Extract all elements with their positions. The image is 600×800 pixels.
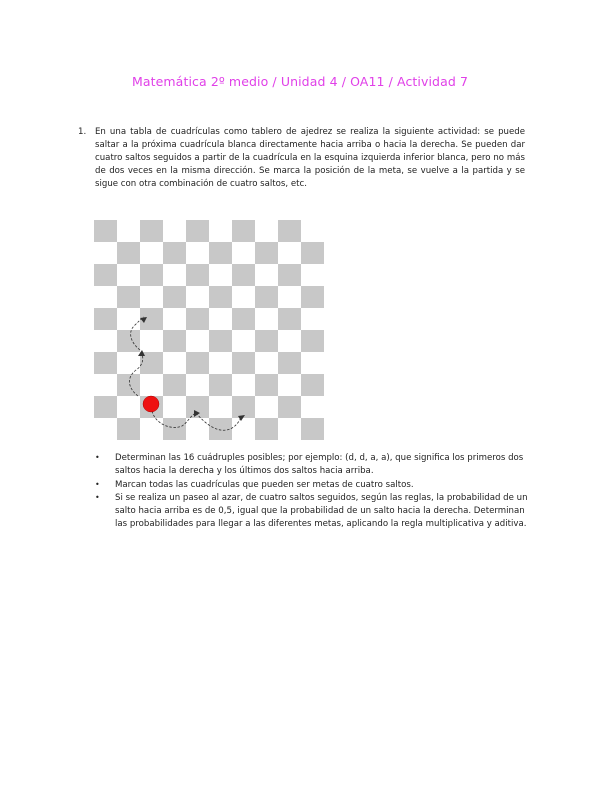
board-cell	[232, 330, 255, 352]
board-cell	[140, 418, 163, 440]
board-cell	[94, 264, 117, 286]
bullet-text: Si se realiza un paseo al azar, de cuatro saltos seguidos, según las reglas, la probabilidad de un salto hacia arriba es de 0,5, igual que la probabilidad de un salto hacia la derecha. Determinan las probabilidades para llegar a las diferentes metas, aplicando la regla multiplicativa y aditiva.	[115, 493, 528, 529]
board-cell	[186, 374, 209, 396]
board-cell	[255, 374, 278, 396]
board-cell	[140, 264, 163, 286]
board-cell	[117, 286, 140, 308]
item-number: 1.	[78, 127, 87, 137]
board-cell	[117, 264, 140, 286]
board-cell	[301, 286, 324, 308]
board-cell	[186, 418, 209, 440]
board-cell	[278, 220, 301, 242]
board-cell	[278, 374, 301, 396]
board-cell	[301, 242, 324, 264]
board-cells	[94, 220, 324, 440]
board-cell	[278, 308, 301, 330]
item-text: En una tabla de cuadrículas como tablero de ajedrez se realiza la siguiente actividad: se puede saltar a la próxima cuadrícula blanca directamente hacia arriba o hacia la derecha. Se pueden dar cuatro saltos seguidos a partir de la cuadrícula en la esquina izquierda inferior blanca, pero no más de dos veces en la misma dirección. Se marca la posición de la meta, se vuelve a la partida y se sigue con otra combinación de cuatro saltos, etc.	[95, 127, 525, 189]
page-title: Matemática 2º medio / Unidad 4 / OA11 / Actividad 7	[131, 74, 469, 89]
board-cell	[117, 374, 140, 396]
board-cell	[255, 352, 278, 374]
board-cell	[209, 242, 232, 264]
list-item	[93, 492, 533, 530]
board-cell	[301, 264, 324, 286]
bullet-list	[93, 452, 533, 532]
checkerboard	[94, 220, 324, 440]
board-cell	[140, 286, 163, 308]
board-cell	[163, 418, 186, 440]
board-cell	[186, 264, 209, 286]
board-cell	[94, 330, 117, 352]
board-cell	[232, 352, 255, 374]
board-cell	[232, 242, 255, 264]
board-cell	[255, 242, 278, 264]
bullet-icon: •	[95, 493, 100, 503]
board-cell	[255, 330, 278, 352]
board-cell	[209, 264, 232, 286]
board-cell	[232, 374, 255, 396]
bullet-text: Determinan las 16 cuádruples posibles; por ejemplo: (d, d, a, a), que significa los primeros dos saltos hacia la derecha y los últimos dos saltos hacia arriba.	[115, 453, 524, 476]
board-cell	[117, 352, 140, 374]
board-cell	[255, 418, 278, 440]
list-item	[93, 479, 533, 492]
board-cell	[232, 286, 255, 308]
board-cell	[209, 418, 232, 440]
board-cell	[163, 396, 186, 418]
board-cell	[278, 286, 301, 308]
board-cell	[278, 264, 301, 286]
board-cell	[209, 396, 232, 418]
board-cell	[163, 308, 186, 330]
board-cell	[278, 418, 301, 440]
board-cell	[94, 374, 117, 396]
board-cell	[232, 396, 255, 418]
board-cell	[232, 220, 255, 242]
bullet-icon: •	[95, 453, 100, 462]
board-cell	[140, 220, 163, 242]
board-cell	[186, 286, 209, 308]
board-cell	[209, 330, 232, 352]
board-cell	[186, 330, 209, 352]
board-cell	[209, 374, 232, 396]
board-cell	[140, 330, 163, 352]
board-cell	[163, 242, 186, 264]
board-cell	[278, 330, 301, 352]
board-cell	[255, 220, 278, 242]
board-cell	[94, 396, 117, 418]
board-cell	[232, 264, 255, 286]
board-cell	[209, 352, 232, 374]
board-cell	[186, 352, 209, 374]
board-cell	[94, 286, 117, 308]
board-cell	[186, 220, 209, 242]
board-cell	[301, 330, 324, 352]
board-cell	[301, 396, 324, 418]
board-cell	[301, 220, 324, 242]
board-cell	[94, 242, 117, 264]
board-cell	[209, 220, 232, 242]
board-cell	[163, 352, 186, 374]
board-cell	[232, 418, 255, 440]
board-cell	[117, 220, 140, 242]
board-cell	[255, 396, 278, 418]
board-cell	[255, 308, 278, 330]
bullet-icon: •	[95, 479, 100, 489]
board-cell	[278, 242, 301, 264]
start-marker	[143, 396, 159, 412]
board-cell	[209, 308, 232, 330]
board-cell	[163, 374, 186, 396]
board-cell	[163, 220, 186, 242]
board-cell	[209, 286, 232, 308]
board-cell	[255, 264, 278, 286]
board-cell	[163, 286, 186, 308]
board-cell	[278, 352, 301, 374]
board-cell	[301, 308, 324, 330]
board-cell	[301, 374, 324, 396]
bullet-text: Marcan todas las cuadrículas que pueden ser metas de cuatro saltos.	[115, 479, 414, 490]
board-cell	[140, 242, 163, 264]
board-cell	[117, 418, 140, 440]
board-cell	[186, 242, 209, 264]
board-cell	[278, 396, 301, 418]
board-cell	[117, 242, 140, 264]
board-cell	[117, 396, 140, 418]
board-cell	[94, 308, 117, 330]
board-cell	[117, 330, 140, 352]
board-cell	[232, 308, 255, 330]
board-cell	[140, 374, 163, 396]
board-cell	[94, 352, 117, 374]
board-cell	[163, 330, 186, 352]
board-cell	[301, 352, 324, 374]
board-cell	[94, 418, 117, 440]
board-cell	[186, 308, 209, 330]
board-cell	[163, 264, 186, 286]
board-cell	[117, 308, 140, 330]
list-item	[93, 452, 533, 478]
board-cell	[301, 418, 324, 440]
board-cell	[255, 286, 278, 308]
board-cell	[94, 220, 117, 242]
